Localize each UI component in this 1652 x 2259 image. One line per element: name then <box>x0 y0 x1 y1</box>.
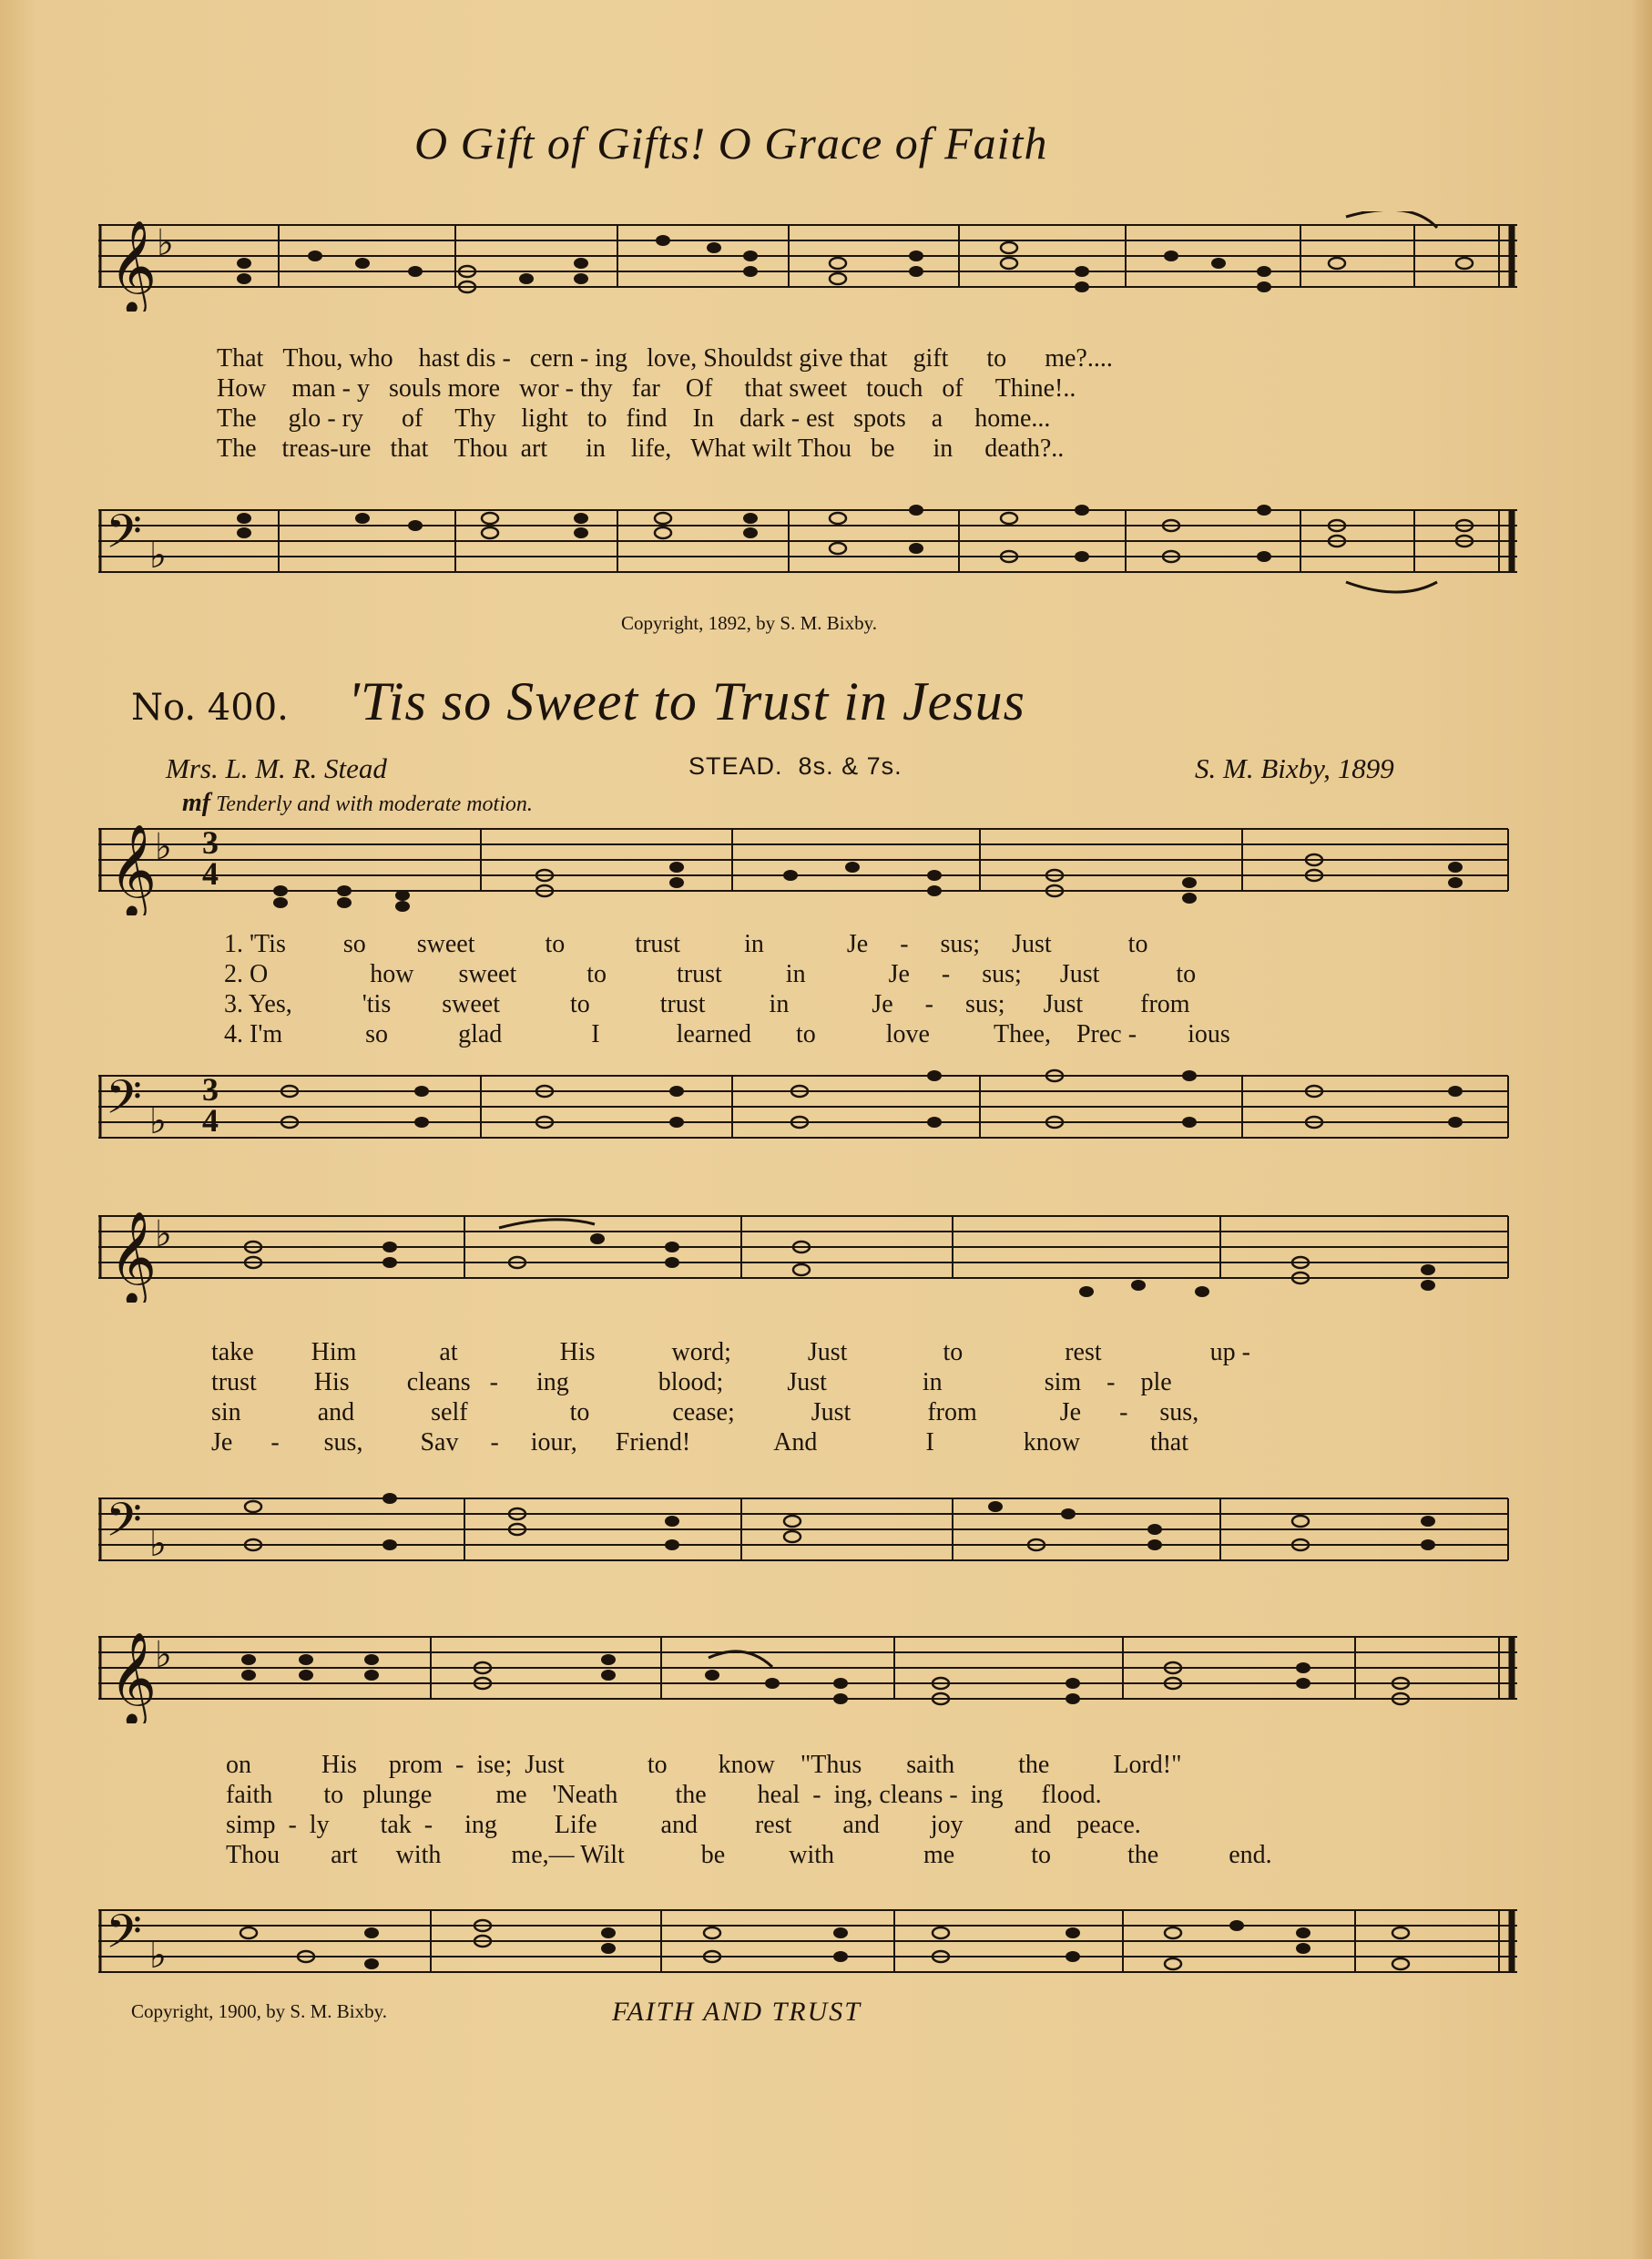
tempo-marking: mf Tenderly and with moderate motion. <box>182 789 533 817</box>
bass-staff <box>98 1485 1528 1585</box>
treble-staff <box>98 1623 1528 1723</box>
svg-text:♭: ♭ <box>149 1100 167 1141</box>
tune-name: STEAD. 8s. & 7s. <box>688 752 902 780</box>
composer: S. M. Bixby, 1899 <box>1195 752 1394 784</box>
svg-text:♭: ♭ <box>157 222 174 263</box>
hymn2-title: 'Tis so Sweet to Trust in Jesus <box>348 671 1025 731</box>
svg-text:♭: ♭ <box>155 1634 172 1675</box>
svg-text:3: 3 <box>202 824 219 861</box>
svg-text:𝄞: 𝄞 <box>109 219 158 312</box>
svg-text:𝄞: 𝄞 <box>109 823 158 915</box>
svg-text:𝄢: 𝄢 <box>106 504 142 570</box>
hymnal-page: O Gift of Gifts! O Grace of Faith 𝄞 ♭ That Thou, who hast dis - cern - ing love, Shouldst give that gift to me?.... How man - y souls more wor - thy far Of that sweet touch of Thine!.. The glo - ry of Thy light to find In dark - est spots a home... The treas-ure that Thou art in life, What wilt Thou be in death?.. 𝄢 ♭ Copyright, 1892, by S. M. Bixby. No. 400. 'Tis so Sweet to Trust in Jesus Mrs. L. M. R. Stead STEAD. 8s. & 7s. S. M. Bixby, 1899 mf Tenderly and with moderate motion. 𝄞 ♭ 3 4 1. 'Tis so sweet to trust in Je - sus; Just to 2. O how sweet to trust in Je - sus; Just to 3. Yes, 'tis sweet to trust in Je - sus; Just from 4. I'm so glad I learned to love Thee, Prec - ious 𝄢 ♭ 3 4 𝄞 ♭ take Him at His word; Just to rest up - trust His cleans - ing blood; Just in sim - ple sin and self to cease; Just from Je - sus, Je - sus, Sav - iour, Friend! And I know that 𝄢 ♭ 𝄞 ♭ on His prom - ise; Just to know "Thus saith the Lord!" faith to plunge me 'Neath the heal - ing, cleans - ing flood. simp - ly tak - ing Life and rest and joy and peace. Thou art with me,— Wilt be with me to the end. 𝄢 ♭ Copyright, 1900, by S. M. Bixby. FAITH AND TRUST <box>0 0 1652 2259</box>
svg-text:4: 4 <box>202 855 219 892</box>
svg-text:♭: ♭ <box>149 1523 167 1564</box>
svg-text:♭: ♭ <box>149 535 167 576</box>
hymn-title: O Gift of Gifts! O Grace of Faith <box>414 118 1048 169</box>
svg-text:𝄢: 𝄢 <box>106 1069 142 1136</box>
bass-staff <box>98 1062 1528 1162</box>
bass-staff <box>98 496 1528 606</box>
svg-text:♭: ♭ <box>155 1213 172 1254</box>
svg-text:𝄢: 𝄢 <box>106 1904 142 1970</box>
hymn1-copyright: Copyright, 1892, by S. M. Bixby. <box>621 612 877 634</box>
section-title: FAITH AND TRUST <box>612 1997 862 2027</box>
svg-text:♭: ♭ <box>149 1935 167 1976</box>
svg-text:♭: ♭ <box>155 826 172 867</box>
treble-staff <box>98 211 1528 312</box>
treble-staff <box>98 815 1528 915</box>
hymn-number: No. 400. <box>131 687 289 729</box>
treble-staff <box>98 1202 1528 1303</box>
bass-staff <box>98 1896 1528 2006</box>
svg-text:𝄞: 𝄞 <box>109 1630 158 1723</box>
svg-text:4: 4 <box>202 1102 219 1139</box>
svg-text:3: 3 <box>202 1071 219 1108</box>
svg-text:𝄞: 𝄞 <box>109 1210 158 1303</box>
svg-text:𝄢: 𝄢 <box>106 1492 142 1559</box>
author: Mrs. L. M. R. Stead <box>166 752 387 784</box>
hymn2-copyright: Copyright, 1900, by S. M. Bixby. <box>131 2000 387 2022</box>
